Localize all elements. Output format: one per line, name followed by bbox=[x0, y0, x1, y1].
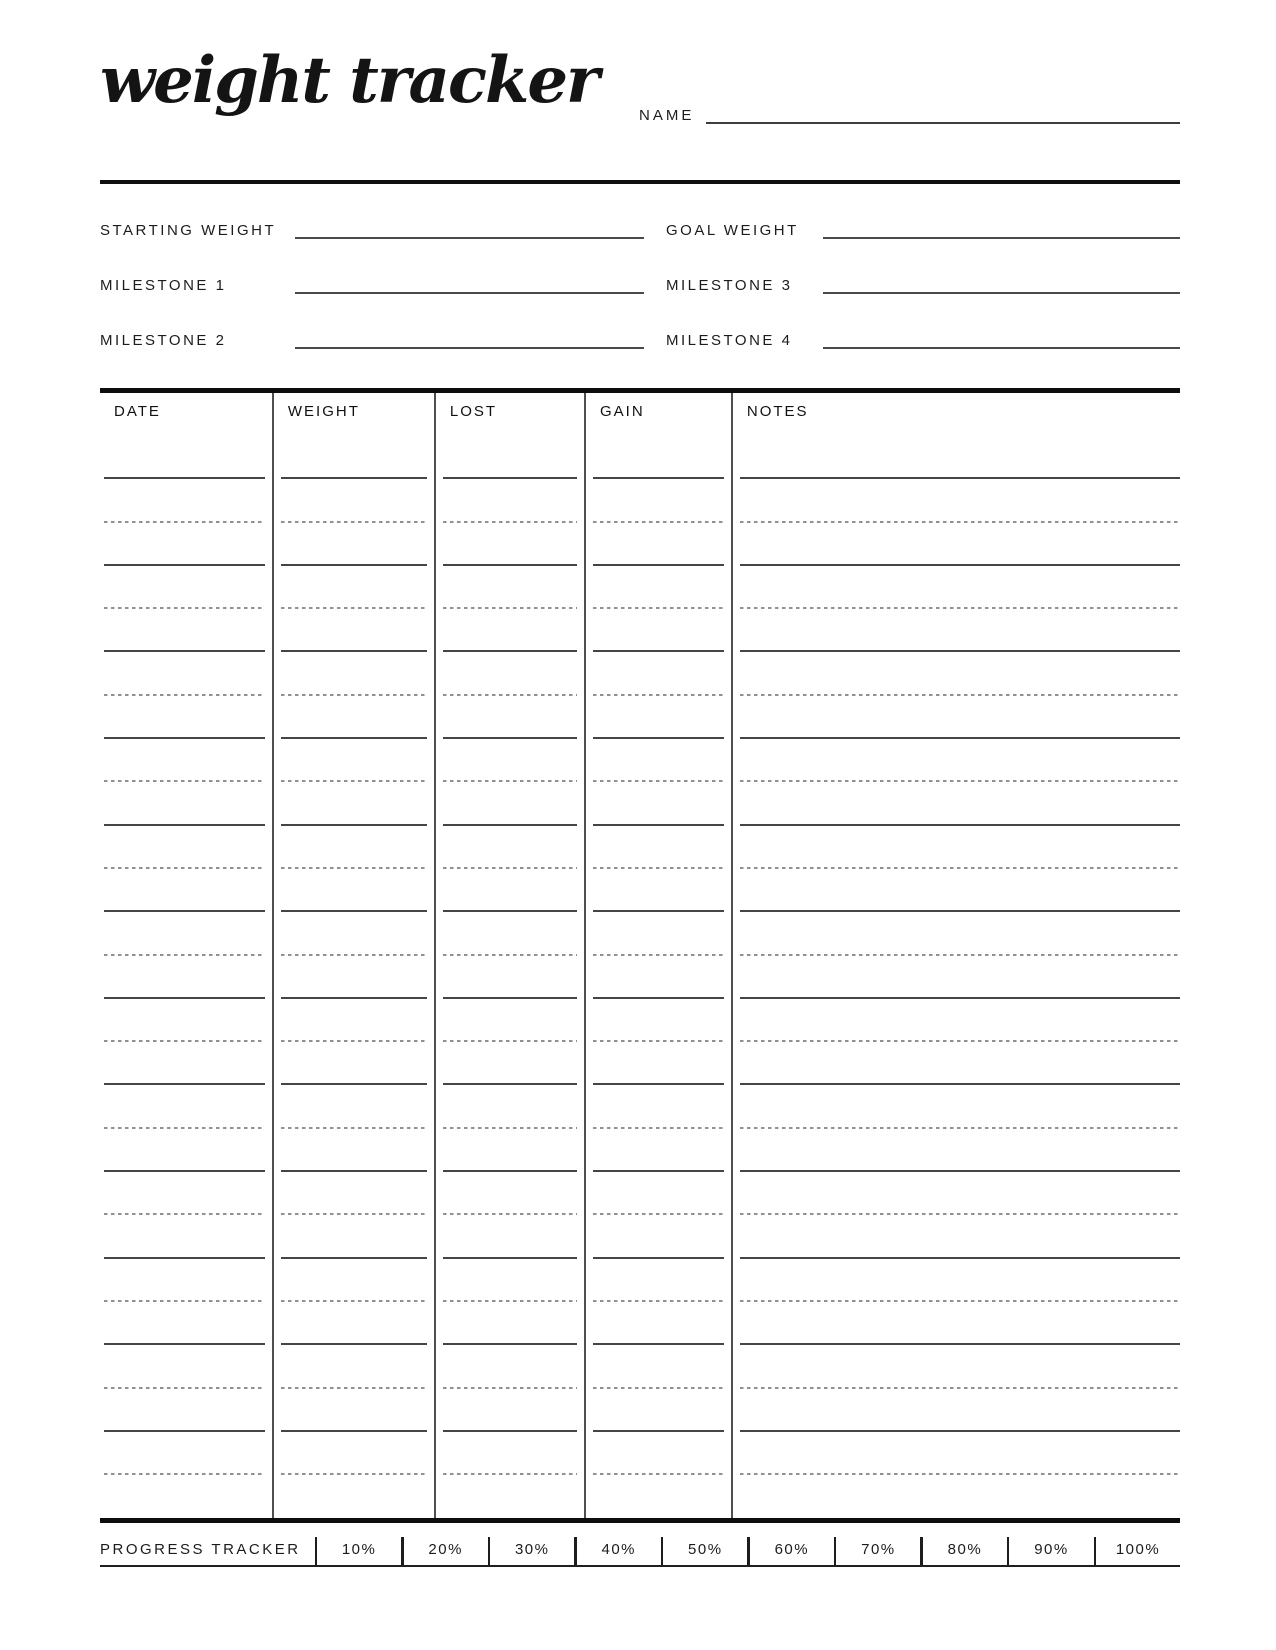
log-cell-gain[interactable] bbox=[586, 869, 733, 912]
log-cell-weight[interactable] bbox=[274, 652, 436, 695]
log-table-row bbox=[100, 696, 1180, 739]
log-cell-weight[interactable] bbox=[274, 1345, 436, 1388]
log-cell-notes[interactable] bbox=[733, 1085, 1180, 1128]
log-cell-notes[interactable] bbox=[733, 566, 1180, 609]
log-cell-date[interactable] bbox=[100, 1129, 274, 1172]
spacer-cell bbox=[436, 1475, 586, 1518]
log-cell-lost[interactable] bbox=[436, 826, 586, 869]
milestone-1-input-line[interactable] bbox=[295, 278, 644, 294]
log-cell-date[interactable] bbox=[100, 826, 274, 869]
log-cell-date[interactable] bbox=[100, 1259, 274, 1302]
log-cell-date[interactable] bbox=[100, 1215, 274, 1258]
log-cell-weight[interactable] bbox=[274, 523, 436, 566]
log-cell-gain[interactable] bbox=[586, 652, 733, 695]
log-cell-gain[interactable] bbox=[586, 1389, 733, 1432]
progress-percent-label: 60% bbox=[774, 1541, 810, 1559]
log-cell-weight[interactable] bbox=[274, 782, 436, 825]
progress-step bbox=[920, 1537, 1007, 1565]
log-table-row bbox=[100, 479, 1180, 522]
log-cell-notes[interactable] bbox=[733, 1129, 1180, 1172]
progress-percent-label: 20% bbox=[428, 1541, 463, 1559]
log-cell-date[interactable] bbox=[100, 782, 274, 825]
log-cell-weight[interactable] bbox=[274, 566, 436, 609]
progress-step bbox=[488, 1537, 575, 1565]
log-cell-weight[interactable] bbox=[274, 826, 436, 869]
log-cell-lost[interactable] bbox=[436, 436, 586, 479]
log-cell-date[interactable] bbox=[100, 1172, 274, 1215]
log-table-row bbox=[100, 739, 1180, 782]
progress-step bbox=[1094, 1537, 1181, 1565]
column-header-lost: LOST bbox=[449, 403, 498, 420]
starting-weight-label: STARTING WEIGHT bbox=[100, 222, 277, 239]
progress-tracker-label: PROGRESS TRACKER bbox=[100, 1541, 301, 1559]
goal-weight-label: GOAL WEIGHT bbox=[666, 222, 799, 239]
progress-percent-label: 100% bbox=[1115, 1541, 1161, 1559]
log-cell-lost[interactable] bbox=[436, 999, 586, 1042]
log-cell-gain[interactable] bbox=[586, 782, 733, 825]
log-cell-weight[interactable] bbox=[274, 912, 436, 955]
log-cell-date[interactable] bbox=[100, 652, 274, 695]
milestone-2-field bbox=[100, 294, 644, 349]
log-cell-date[interactable] bbox=[100, 1302, 274, 1345]
log-cell-lost[interactable] bbox=[436, 1085, 586, 1128]
milestone-4-field bbox=[666, 294, 1180, 349]
log-cell-date[interactable] bbox=[100, 523, 274, 566]
log-cell-date[interactable] bbox=[100, 999, 274, 1042]
log-cell-gain[interactable] bbox=[586, 1432, 733, 1475]
log-cell-lost[interactable] bbox=[436, 696, 586, 739]
goal-weight-field bbox=[666, 184, 1180, 239]
header-cell-weight bbox=[274, 393, 436, 436]
log-cell-date[interactable] bbox=[100, 1042, 274, 1085]
log-table-row bbox=[100, 1042, 1180, 1085]
summary-fields-right-column bbox=[666, 184, 1180, 349]
log-table-row bbox=[100, 652, 1180, 695]
progress-tracker bbox=[100, 1537, 1180, 1567]
log-cell-lost[interactable] bbox=[436, 1172, 586, 1215]
log-cell-gain[interactable] bbox=[586, 436, 733, 479]
log-table-row bbox=[100, 782, 1180, 825]
milestone-2-label: MILESTONE 2 bbox=[100, 332, 227, 349]
log-cell-lost[interactable] bbox=[436, 1345, 586, 1388]
name-input-line[interactable] bbox=[706, 106, 1180, 124]
column-header-notes: NOTES bbox=[746, 403, 809, 420]
log-cell-notes[interactable] bbox=[733, 912, 1180, 955]
log-cell-gain[interactable] bbox=[586, 1215, 733, 1258]
log-cell-lost[interactable] bbox=[436, 523, 586, 566]
log-cell-lost[interactable] bbox=[436, 479, 586, 522]
header-cell-notes bbox=[733, 393, 1180, 436]
log-cell-lost[interactable] bbox=[436, 1215, 586, 1258]
log-table-row bbox=[100, 826, 1180, 869]
log-table-row bbox=[100, 1259, 1180, 1302]
log-cell-lost[interactable] bbox=[436, 1302, 586, 1345]
log-cell-weight[interactable] bbox=[274, 999, 436, 1042]
log-table-row bbox=[100, 1215, 1180, 1258]
milestone-3-field bbox=[666, 239, 1180, 294]
milestone-4-input-line[interactable] bbox=[823, 333, 1180, 349]
log-table-row bbox=[100, 912, 1180, 955]
log-cell-lost[interactable] bbox=[436, 566, 586, 609]
log-cell-date[interactable] bbox=[100, 479, 274, 522]
log-cell-lost[interactable] bbox=[436, 652, 586, 695]
log-cell-lost[interactable] bbox=[436, 956, 586, 999]
log-cell-notes[interactable] bbox=[733, 826, 1180, 869]
log-table-row bbox=[100, 1129, 1180, 1172]
log-cell-gain[interactable] bbox=[586, 1302, 733, 1345]
log-table-row bbox=[100, 566, 1180, 609]
log-cell-lost[interactable] bbox=[436, 782, 586, 825]
log-cell-lost[interactable] bbox=[436, 1432, 586, 1475]
progress-step bbox=[747, 1537, 834, 1565]
progress-steps bbox=[315, 1537, 1180, 1565]
goal-weight-input-line[interactable] bbox=[823, 223, 1180, 239]
log-cell-notes[interactable] bbox=[733, 999, 1180, 1042]
log-table-row bbox=[100, 436, 1180, 479]
log-cell-date[interactable] bbox=[100, 956, 274, 999]
log-cell-gain[interactable] bbox=[586, 739, 733, 782]
log-table-row bbox=[100, 1389, 1180, 1432]
log-cell-notes[interactable] bbox=[733, 1042, 1180, 1085]
progress-percent-label: 80% bbox=[947, 1541, 983, 1559]
log-cell-notes[interactable] bbox=[733, 1259, 1180, 1302]
log-cell-notes[interactable] bbox=[733, 1302, 1180, 1345]
progress-percent-label: 90% bbox=[1034, 1541, 1069, 1559]
log-table-row bbox=[100, 1345, 1180, 1388]
log-cell-gain[interactable] bbox=[586, 1129, 733, 1172]
spacer-cell bbox=[733, 1475, 1180, 1518]
log-cell-gain[interactable] bbox=[586, 999, 733, 1042]
log-cell-weight[interactable] bbox=[274, 1085, 436, 1128]
log-table-row bbox=[100, 1172, 1180, 1215]
log-cell-notes[interactable] bbox=[733, 739, 1180, 782]
log-cell-weight[interactable] bbox=[274, 1259, 436, 1302]
log-cell-date[interactable] bbox=[100, 566, 274, 609]
milestone-3-input-line[interactable] bbox=[823, 278, 1180, 294]
log-table-row bbox=[100, 1085, 1180, 1128]
log-cell-lost[interactable] bbox=[436, 1389, 586, 1432]
log-cell-weight[interactable] bbox=[274, 1172, 436, 1215]
log-cell-notes[interactable] bbox=[733, 609, 1180, 652]
starting-weight-field bbox=[100, 184, 644, 239]
log-cell-notes[interactable] bbox=[733, 869, 1180, 912]
log-table-spacer-row bbox=[100, 1475, 1180, 1518]
log-cell-lost[interactable] bbox=[436, 912, 586, 955]
log-cell-date[interactable] bbox=[100, 609, 274, 652]
log-cell-lost[interactable] bbox=[436, 609, 586, 652]
log-cell-lost[interactable] bbox=[436, 1129, 586, 1172]
spacer-cell bbox=[100, 1475, 274, 1518]
log-cell-gain[interactable] bbox=[586, 912, 733, 955]
log-cell-notes[interactable] bbox=[733, 436, 1180, 479]
progress-step bbox=[834, 1537, 921, 1565]
log-cell-weight[interactable] bbox=[274, 1042, 436, 1085]
log-cell-weight[interactable] bbox=[274, 739, 436, 782]
log-cell-lost[interactable] bbox=[436, 739, 586, 782]
progress-percent-label: 40% bbox=[601, 1541, 637, 1559]
log-table-header-row bbox=[100, 393, 1180, 436]
log-cell-notes[interactable] bbox=[733, 1345, 1180, 1388]
log-cell-lost[interactable] bbox=[436, 1042, 586, 1085]
progress-percent-label: 30% bbox=[514, 1541, 550, 1559]
log-cell-gain[interactable] bbox=[586, 1172, 733, 1215]
log-cell-weight[interactable] bbox=[274, 609, 436, 652]
log-cell-weight[interactable] bbox=[274, 1389, 436, 1432]
summary-fields-left-column bbox=[100, 184, 644, 349]
log-cell-notes[interactable] bbox=[733, 523, 1180, 566]
log-table bbox=[100, 388, 1180, 1523]
log-table-row bbox=[100, 956, 1180, 999]
starting-weight-input-line[interactable] bbox=[295, 223, 644, 239]
header-cell-lost bbox=[436, 393, 586, 436]
log-cell-weight[interactable] bbox=[274, 956, 436, 999]
log-cell-notes[interactable] bbox=[733, 956, 1180, 999]
log-cell-gain[interactable] bbox=[586, 523, 733, 566]
milestone-1-label: MILESTONE 1 bbox=[100, 277, 227, 294]
log-cell-weight[interactable] bbox=[274, 436, 436, 479]
progress-percent-label: 50% bbox=[688, 1541, 723, 1559]
log-cell-notes[interactable] bbox=[733, 479, 1180, 522]
log-cell-gain[interactable] bbox=[586, 1085, 733, 1128]
progress-step bbox=[315, 1537, 402, 1565]
name-label: NAME bbox=[639, 107, 695, 124]
log-cell-gain[interactable] bbox=[586, 696, 733, 739]
log-cell-weight[interactable] bbox=[274, 1432, 436, 1475]
milestone-2-input-line[interactable] bbox=[295, 333, 644, 349]
log-cell-weight[interactable] bbox=[274, 1129, 436, 1172]
log-cell-gain[interactable] bbox=[586, 956, 733, 999]
log-cell-gain[interactable] bbox=[586, 566, 733, 609]
log-cell-date[interactable] bbox=[100, 1085, 274, 1128]
page-title: weight tracker bbox=[100, 43, 598, 118]
log-cell-weight[interactable] bbox=[274, 479, 436, 522]
log-cell-date[interactable] bbox=[100, 912, 274, 955]
milestone-4-label: MILESTONE 4 bbox=[666, 332, 793, 349]
log-cell-lost[interactable] bbox=[436, 869, 586, 912]
log-cell-gain[interactable] bbox=[586, 826, 733, 869]
spacer-cell bbox=[586, 1475, 733, 1518]
log-cell-date[interactable] bbox=[100, 696, 274, 739]
log-cell-notes[interactable] bbox=[733, 1172, 1180, 1215]
spacer-cell bbox=[274, 1475, 436, 1518]
log-cell-weight[interactable] bbox=[274, 696, 436, 739]
progress-percent-label: 10% bbox=[341, 1541, 377, 1559]
log-table-row bbox=[100, 869, 1180, 912]
progress-step bbox=[574, 1537, 661, 1565]
log-cell-lost[interactable] bbox=[436, 1259, 586, 1302]
milestone-3-label: MILESTONE 3 bbox=[666, 277, 793, 294]
log-cell-gain[interactable] bbox=[586, 1345, 733, 1388]
log-cell-gain[interactable] bbox=[586, 479, 733, 522]
log-cell-gain[interactable] bbox=[586, 609, 733, 652]
log-cell-date[interactable] bbox=[100, 436, 274, 479]
page-header bbox=[100, 0, 1180, 132]
milestone-1-field bbox=[100, 239, 644, 294]
log-cell-date[interactable] bbox=[100, 869, 274, 912]
log-cell-notes[interactable] bbox=[733, 1432, 1180, 1475]
progress-step bbox=[401, 1537, 488, 1565]
log-table-row bbox=[100, 1432, 1180, 1475]
log-table-row bbox=[100, 1302, 1180, 1345]
progress-step bbox=[1007, 1537, 1094, 1565]
log-table-row bbox=[100, 523, 1180, 566]
name-field bbox=[639, 106, 1180, 124]
log-cell-notes[interactable] bbox=[733, 1389, 1180, 1432]
header-cell-gain bbox=[586, 393, 733, 436]
log-cell-weight[interactable] bbox=[274, 1215, 436, 1258]
log-table-row bbox=[100, 609, 1180, 652]
header-cell-date bbox=[100, 393, 274, 436]
log-cell-notes[interactable] bbox=[733, 696, 1180, 739]
summary-fields bbox=[100, 184, 1180, 349]
log-cell-notes[interactable] bbox=[733, 652, 1180, 695]
log-cell-notes[interactable] bbox=[733, 1215, 1180, 1258]
progress-step bbox=[661, 1537, 748, 1565]
log-cell-date[interactable] bbox=[100, 1389, 274, 1432]
log-cell-weight[interactable] bbox=[274, 869, 436, 912]
log-table-row bbox=[100, 999, 1180, 1042]
log-cell-date[interactable] bbox=[100, 1432, 274, 1475]
column-header-date: DATE bbox=[114, 403, 161, 420]
column-header-gain: GAIN bbox=[599, 403, 645, 420]
progress-percent-label: 70% bbox=[861, 1541, 896, 1559]
column-header-weight: WEIGHT bbox=[287, 403, 360, 420]
log-cell-gain[interactable] bbox=[586, 1042, 733, 1085]
log-cell-date[interactable] bbox=[100, 739, 274, 782]
log-cell-date[interactable] bbox=[100, 1345, 274, 1388]
log-cell-weight[interactable] bbox=[274, 1302, 436, 1345]
log-cell-notes[interactable] bbox=[733, 782, 1180, 825]
log-cell-gain[interactable] bbox=[586, 1259, 733, 1302]
